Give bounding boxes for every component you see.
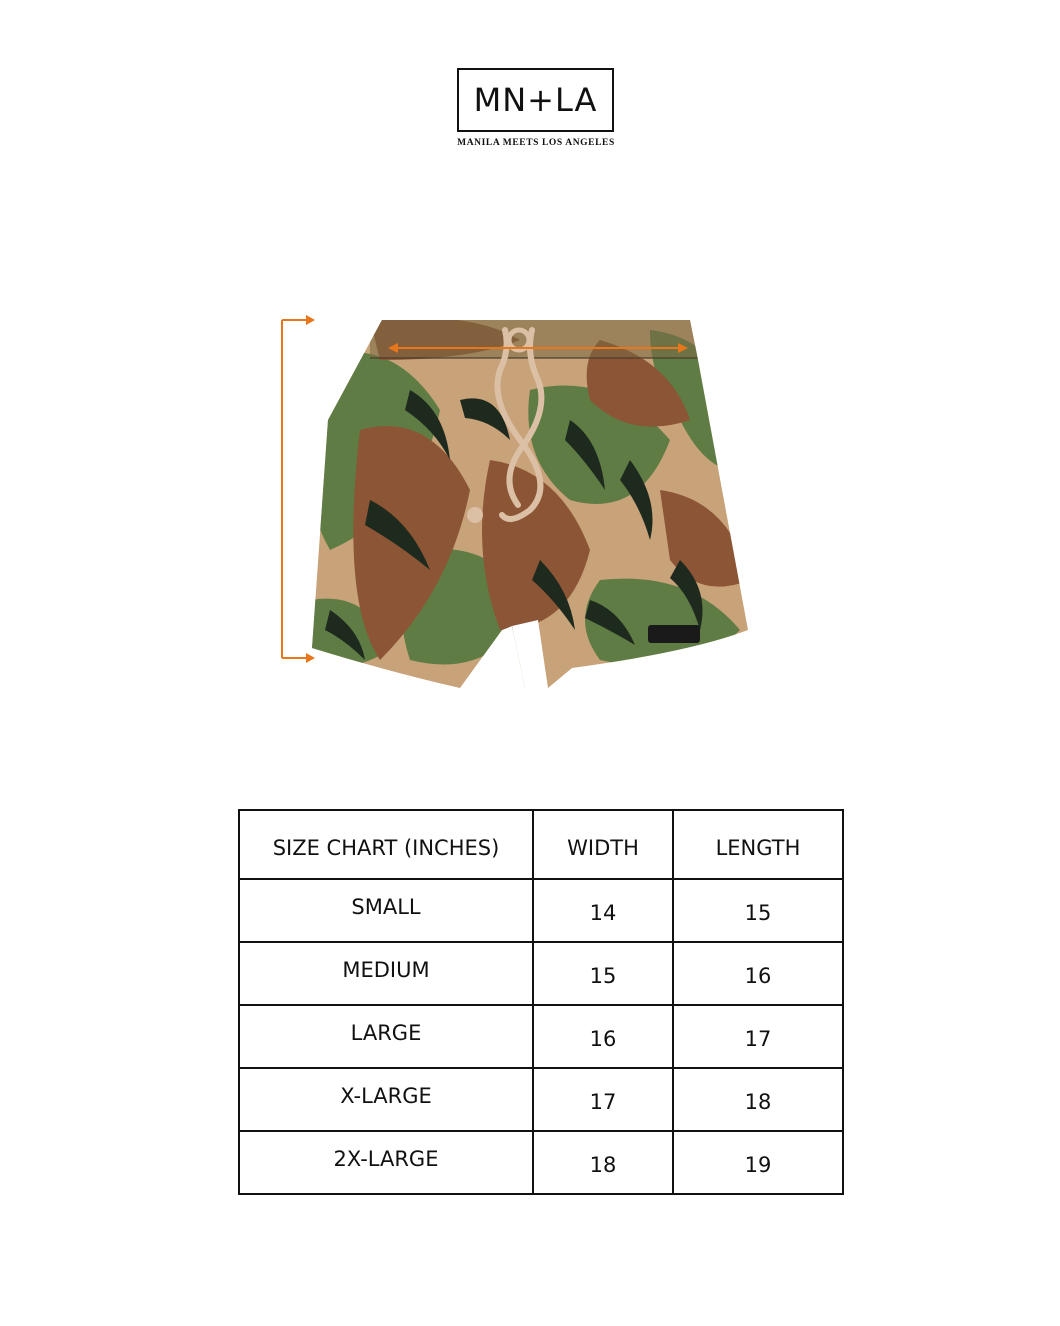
table-row [239, 879, 843, 942]
width-value: 18 [533, 1131, 673, 1194]
length-value: 17 [673, 1005, 843, 1068]
brand-logo [457, 68, 614, 132]
size-large: LARGE [239, 1005, 533, 1068]
table-row [239, 942, 843, 1005]
size-x-large: X-LARGE [239, 1068, 533, 1131]
size-small: SMALL [239, 879, 533, 942]
size-chart-table [238, 809, 844, 1195]
table-row [239, 1131, 843, 1194]
size-2x-large: 2X-LARGE [239, 1131, 533, 1194]
size-chart-title: SIZE CHART (INCHES) [239, 810, 533, 879]
length-value: 15 [673, 879, 843, 942]
length-measure-arrow [282, 315, 315, 663]
width-value: 16 [533, 1005, 673, 1068]
size-chart-header-row [239, 810, 843, 879]
width-value: 17 [533, 1068, 673, 1131]
length-header: LENGTH [673, 810, 843, 879]
brand-tagline: MANILA MEETS LOS ANGELES [457, 138, 615, 148]
width-header: WIDTH [533, 810, 673, 879]
table-row [239, 1068, 843, 1131]
leather-patch [648, 625, 700, 643]
width-value: 15 [533, 942, 673, 1005]
length-value: 16 [673, 942, 843, 1005]
brand-logo-text: MN+LA [473, 81, 598, 119]
product-image [270, 300, 770, 700]
width-value: 14 [533, 879, 673, 942]
length-value: 19 [673, 1131, 843, 1194]
table-row [239, 1005, 843, 1068]
size-medium: MEDIUM [239, 942, 533, 1005]
length-value: 18 [673, 1068, 843, 1131]
